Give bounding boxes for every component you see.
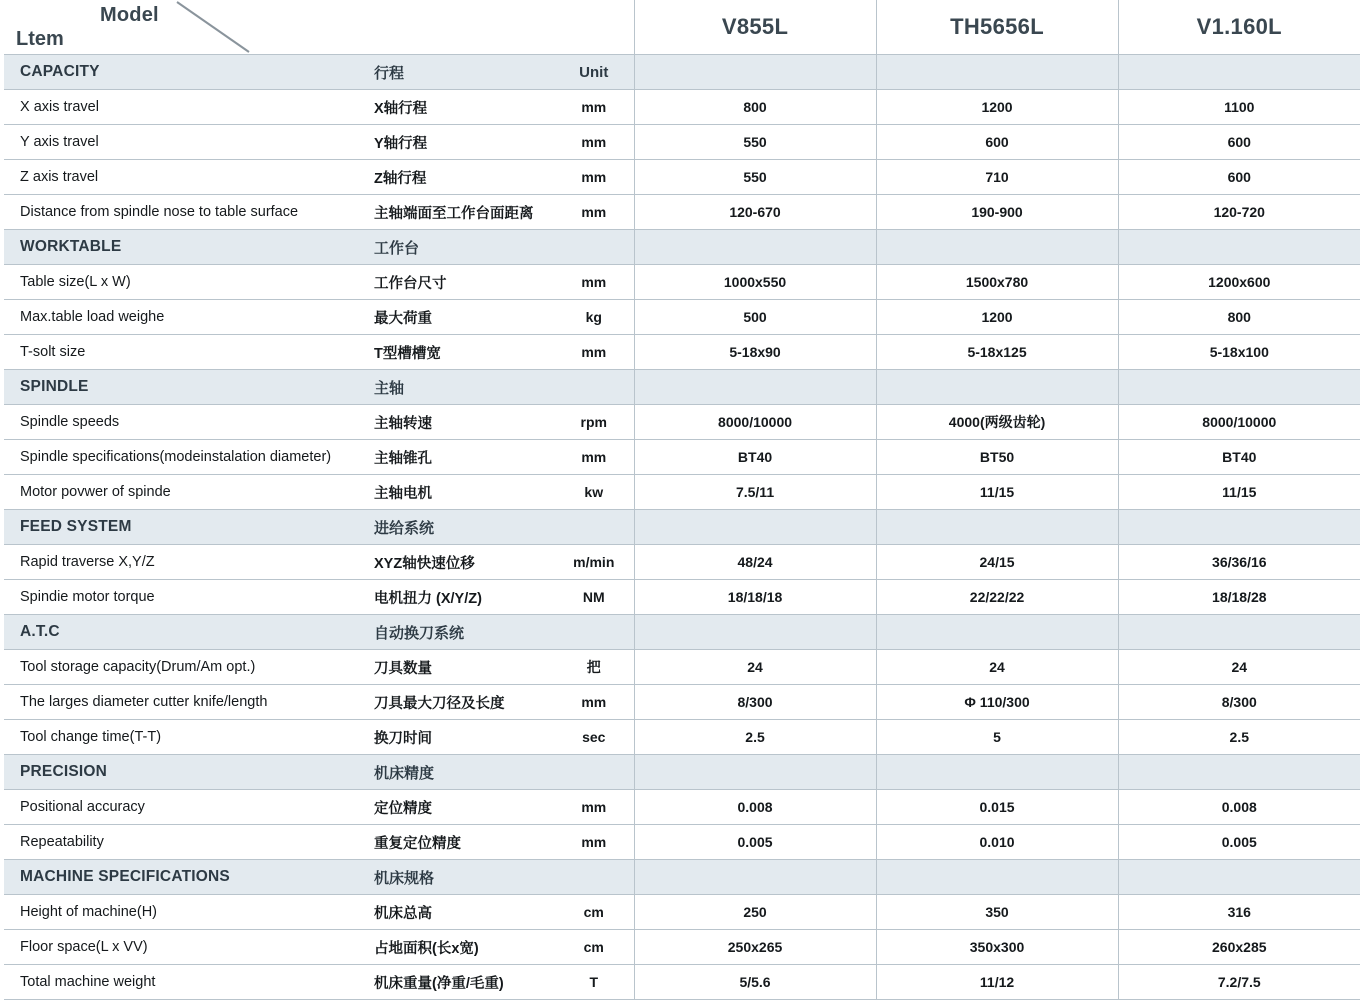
value-cell-model-1: 1000x550 xyxy=(634,265,876,300)
section-label-en: SPINDLE xyxy=(4,370,364,405)
header-model-label: Model xyxy=(100,4,159,26)
row-label-cn: Y轴行程 xyxy=(364,125,554,160)
value-cell-model-1: 5/5.6 xyxy=(634,965,876,1000)
specification-table xyxy=(4,0,1360,1000)
row-label-cn: X轴行程 xyxy=(364,90,554,125)
section-label-cn: 机床精度 xyxy=(364,755,554,790)
table-row xyxy=(4,475,1360,510)
row-unit: mm xyxy=(554,825,634,860)
row-label-cn: 刀具最大刀径及长度 xyxy=(364,685,554,720)
row-label-cn: Z轴行程 xyxy=(364,160,554,195)
value-cell-model-1: 550 xyxy=(634,160,876,195)
value-cell-model-3: BT40 xyxy=(1118,440,1360,475)
value-cell-model-3 xyxy=(1118,510,1360,545)
row-label-en: X axis travel xyxy=(4,90,364,125)
row-label-en: Table size(L x W) xyxy=(4,265,364,300)
header-corner-cell xyxy=(4,0,634,55)
row-unit: 把 xyxy=(554,650,634,685)
value-cell-model-2 xyxy=(876,370,1118,405)
row-unit: mm xyxy=(554,265,634,300)
row-label-cn: 机床重量(净重/毛重) xyxy=(364,965,554,1000)
value-cell-model-1 xyxy=(634,230,876,265)
row-label-cn: 定位精度 xyxy=(364,790,554,825)
header-item-label: Ltem xyxy=(16,28,64,50)
value-cell-model-1: 500 xyxy=(634,300,876,335)
row-unit: mm xyxy=(554,685,634,720)
value-cell-model-2 xyxy=(876,755,1118,790)
value-cell-model-1: 0.005 xyxy=(634,825,876,860)
row-label-cn: 刀具数量 xyxy=(364,650,554,685)
section-row xyxy=(4,860,1360,895)
value-cell-model-2: 24/15 xyxy=(876,545,1118,580)
section-label-cn: 行程 xyxy=(364,55,554,90)
value-cell-model-2: 350 xyxy=(876,895,1118,930)
table-row xyxy=(4,825,1360,860)
row-label-en: Spindie motor torque xyxy=(4,580,364,615)
row-unit xyxy=(554,615,634,650)
row-label-en: Total machine weight xyxy=(4,965,364,1000)
value-cell-model-2: 350x300 xyxy=(876,930,1118,965)
diagonal-divider-icon xyxy=(4,0,634,54)
value-cell-model-1: 250 xyxy=(634,895,876,930)
value-cell-model-2: 5-18x125 xyxy=(876,335,1118,370)
value-cell-model-2: 600 xyxy=(876,125,1118,160)
row-label-cn: 工作台尺寸 xyxy=(364,265,554,300)
value-cell-model-1: 550 xyxy=(634,125,876,160)
value-cell-model-3: 7.2/7.5 xyxy=(1118,965,1360,1000)
table-row xyxy=(4,125,1360,160)
value-cell-model-3: 316 xyxy=(1118,895,1360,930)
table-row xyxy=(4,335,1360,370)
value-cell-model-2: 11/15 xyxy=(876,475,1118,510)
row-unit: mm xyxy=(554,125,634,160)
row-unit: mm xyxy=(554,160,634,195)
section-label-en: A.T.C xyxy=(4,615,364,650)
value-cell-model-2: 1200 xyxy=(876,300,1118,335)
value-cell-model-3: 8000/10000 xyxy=(1118,405,1360,440)
row-unit: T xyxy=(554,965,634,1000)
table-row xyxy=(4,650,1360,685)
row-unit: mm xyxy=(554,195,634,230)
table-row xyxy=(4,790,1360,825)
value-cell-model-1 xyxy=(634,755,876,790)
row-unit xyxy=(554,370,634,405)
row-label-en: Tool storage capacity(Drum/Am opt.) xyxy=(4,650,364,685)
value-cell-model-3: 24 xyxy=(1118,650,1360,685)
row-unit: kw xyxy=(554,475,634,510)
header-model-2: TH5656L xyxy=(876,0,1118,55)
row-label-en: T-solt size xyxy=(4,335,364,370)
section-label-cn: 进给系统 xyxy=(364,510,554,545)
section-label-cn: 自动换刀系统 xyxy=(364,615,554,650)
row-unit: NM xyxy=(554,580,634,615)
table-row xyxy=(4,195,1360,230)
row-label-cn: 主轴电机 xyxy=(364,475,554,510)
row-label-cn: T型槽槽宽 xyxy=(364,335,554,370)
section-label-en: FEED SYSTEM xyxy=(4,510,364,545)
value-cell-model-3: 0.005 xyxy=(1118,825,1360,860)
section-label-en: CAPACITY xyxy=(4,55,364,90)
table-row xyxy=(4,440,1360,475)
table-row xyxy=(4,965,1360,1000)
table-row xyxy=(4,930,1360,965)
value-cell-model-1: 250x265 xyxy=(634,930,876,965)
row-label-cn: 主轴锥孔 xyxy=(364,440,554,475)
row-label-en: Tool change time(T-T) xyxy=(4,720,364,755)
value-cell-model-1: 8/300 xyxy=(634,685,876,720)
value-cell-model-2: 1500x780 xyxy=(876,265,1118,300)
header-model-3: V1.160L xyxy=(1118,0,1360,55)
row-unit: cm xyxy=(554,895,634,930)
row-label-en: Floor space(L x VV) xyxy=(4,930,364,965)
table-row xyxy=(4,685,1360,720)
row-label-en: Rapid traverse X,Y/Z xyxy=(4,545,364,580)
value-cell-model-3: 11/15 xyxy=(1118,475,1360,510)
value-cell-model-2 xyxy=(876,510,1118,545)
section-label-en: PRECISION xyxy=(4,755,364,790)
value-cell-model-3: 600 xyxy=(1118,125,1360,160)
value-cell-model-3 xyxy=(1118,615,1360,650)
section-row xyxy=(4,615,1360,650)
row-label-en: Spindle speeds xyxy=(4,405,364,440)
value-cell-model-3: 120-720 xyxy=(1118,195,1360,230)
value-cell-model-3: 1100 xyxy=(1118,90,1360,125)
value-cell-model-1: BT40 xyxy=(634,440,876,475)
value-cell-model-2: 0.010 xyxy=(876,825,1118,860)
value-cell-model-2: BT50 xyxy=(876,440,1118,475)
section-label-en: WORKTABLE xyxy=(4,230,364,265)
section-label-cn: 机床规格 xyxy=(364,860,554,895)
row-unit: mm xyxy=(554,90,634,125)
value-cell-model-1: 18/18/18 xyxy=(634,580,876,615)
value-cell-model-2: 1200 xyxy=(876,90,1118,125)
row-unit: mm xyxy=(554,790,634,825)
row-label-cn: 换刀时间 xyxy=(364,720,554,755)
row-label-cn: 重复定位精度 xyxy=(364,825,554,860)
row-unit: sec xyxy=(554,720,634,755)
value-cell-model-1 xyxy=(634,615,876,650)
section-label-cn: 工作台 xyxy=(364,230,554,265)
row-label-cn: 机床总高 xyxy=(364,895,554,930)
row-label-cn: 主轴转速 xyxy=(364,405,554,440)
row-unit xyxy=(554,860,634,895)
row-unit xyxy=(554,510,634,545)
row-label-en: Positional accuracy xyxy=(4,790,364,825)
value-cell-model-1: 0.008 xyxy=(634,790,876,825)
row-unit: mm xyxy=(554,440,634,475)
section-row xyxy=(4,370,1360,405)
section-row xyxy=(4,55,1360,90)
value-cell-model-3 xyxy=(1118,230,1360,265)
value-cell-model-1: 120-670 xyxy=(634,195,876,230)
value-cell-model-1: 24 xyxy=(634,650,876,685)
row-label-cn: 主轴端面至工作台面距离 xyxy=(364,195,554,230)
row-label-en: Repeatability xyxy=(4,825,364,860)
row-unit: m/min xyxy=(554,545,634,580)
value-cell-model-3: 18/18/28 xyxy=(1118,580,1360,615)
value-cell-model-2: 11/12 xyxy=(876,965,1118,1000)
value-cell-model-3: 800 xyxy=(1118,300,1360,335)
value-cell-model-2: 22/22/22 xyxy=(876,580,1118,615)
value-cell-model-1 xyxy=(634,510,876,545)
value-cell-model-1: 8000/10000 xyxy=(634,405,876,440)
value-cell-model-3: 5-18x100 xyxy=(1118,335,1360,370)
value-cell-model-1 xyxy=(634,55,876,90)
row-label-en: Max.table load weighe xyxy=(4,300,364,335)
row-label-cn: 电机扭力 (X/Y/Z) xyxy=(364,580,554,615)
table-row xyxy=(4,300,1360,335)
value-cell-model-3: 260x285 xyxy=(1118,930,1360,965)
table-row xyxy=(4,160,1360,195)
value-cell-model-1: 5-18x90 xyxy=(634,335,876,370)
table-row xyxy=(4,405,1360,440)
row-unit xyxy=(554,755,634,790)
value-cell-model-2: 5 xyxy=(876,720,1118,755)
value-cell-model-2: 0.015 xyxy=(876,790,1118,825)
value-cell-model-1: 48/24 xyxy=(634,545,876,580)
section-row xyxy=(4,510,1360,545)
table-row xyxy=(4,265,1360,300)
value-cell-model-1: 7.5/11 xyxy=(634,475,876,510)
table-row xyxy=(4,895,1360,930)
row-label-en: The larges diameter cutter knife/length xyxy=(4,685,364,720)
row-unit: cm xyxy=(554,930,634,965)
value-cell-model-3: 0.008 xyxy=(1118,790,1360,825)
header-model-1: V855L xyxy=(634,0,876,55)
value-cell-model-2: 24 xyxy=(876,650,1118,685)
row-label-cn: 最大荷重 xyxy=(364,300,554,335)
value-cell-model-3: 8/300 xyxy=(1118,685,1360,720)
table-row xyxy=(4,580,1360,615)
row-label-en: Height of machine(H) xyxy=(4,895,364,930)
row-unit: rpm xyxy=(554,405,634,440)
table-header-row xyxy=(4,0,1360,55)
row-unit: Unit xyxy=(554,55,634,90)
row-label-en: Distance from spindle nose to table surface xyxy=(4,195,364,230)
table-row xyxy=(4,90,1360,125)
value-cell-model-3: 36/36/16 xyxy=(1118,545,1360,580)
row-label-cn: 占地面积(长x宽) xyxy=(364,930,554,965)
section-label-cn: 主轴 xyxy=(364,370,554,405)
value-cell-model-3: 2.5 xyxy=(1118,720,1360,755)
value-cell-model-3: 600 xyxy=(1118,160,1360,195)
value-cell-model-2: Φ 110/300 xyxy=(876,685,1118,720)
value-cell-model-3 xyxy=(1118,370,1360,405)
value-cell-model-2 xyxy=(876,860,1118,895)
section-row xyxy=(4,755,1360,790)
value-cell-model-2: 190-900 xyxy=(876,195,1118,230)
value-cell-model-3 xyxy=(1118,860,1360,895)
value-cell-model-1: 2.5 xyxy=(634,720,876,755)
value-cell-model-3 xyxy=(1118,755,1360,790)
row-label-cn: XYZ轴快速位移 xyxy=(364,545,554,580)
row-label-en: Y axis travel xyxy=(4,125,364,160)
value-cell-model-2 xyxy=(876,55,1118,90)
value-cell-model-1 xyxy=(634,370,876,405)
value-cell-model-3 xyxy=(1118,55,1360,90)
value-cell-model-2 xyxy=(876,230,1118,265)
row-label-en: Spindle specifications(modeinstalation diameter) xyxy=(4,440,364,475)
table-row xyxy=(4,545,1360,580)
table-row xyxy=(4,720,1360,755)
section-row xyxy=(4,230,1360,265)
row-unit: kg xyxy=(554,300,634,335)
value-cell-model-2: 710 xyxy=(876,160,1118,195)
value-cell-model-3: 1200x600 xyxy=(1118,265,1360,300)
value-cell-model-1: 800 xyxy=(634,90,876,125)
section-label-en: MACHINE SPECIFICATIONS xyxy=(4,860,364,895)
row-unit xyxy=(554,230,634,265)
value-cell-model-1 xyxy=(634,860,876,895)
table-body xyxy=(4,55,1360,1000)
value-cell-model-2: 4000(两级齿轮) xyxy=(876,405,1118,440)
row-unit: mm xyxy=(554,335,634,370)
row-label-en: Motor povwer of spinde xyxy=(4,475,364,510)
row-label-en: Z axis travel xyxy=(4,160,364,195)
value-cell-model-2 xyxy=(876,615,1118,650)
